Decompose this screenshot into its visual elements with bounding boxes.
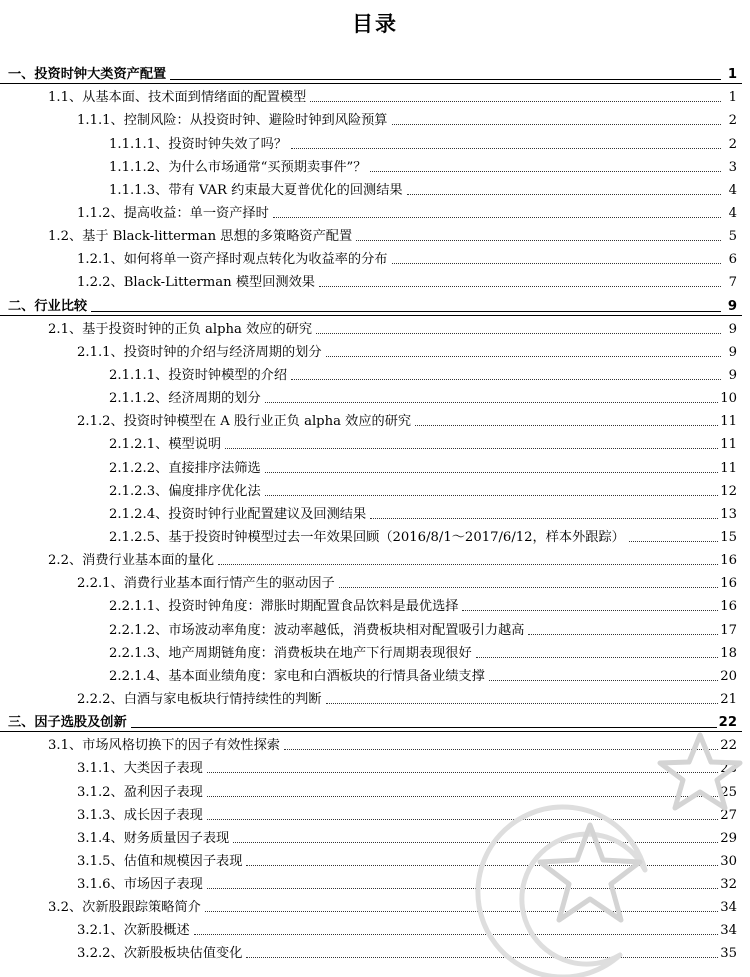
toc-leader-dots <box>273 217 721 218</box>
toc-entry-page: 15 <box>720 529 737 545</box>
toc-leader-dots <box>246 957 718 958</box>
toc-entry-label: 1.2.1、如何将单一资产择时观点转化为收益率的分布 <box>77 252 388 268</box>
toc-entry[interactable] <box>0 107 750 130</box>
toc-entry-page: 16 <box>720 553 737 569</box>
toc-entry[interactable] <box>0 570 750 593</box>
toc-entry-page: 6 <box>728 252 737 268</box>
toc-entry[interactable] <box>0 616 750 639</box>
toc-leader-dots <box>207 796 718 797</box>
toc-entry-page: 18 <box>720 645 737 661</box>
toc-entry[interactable] <box>0 686 750 709</box>
toc-leader-dots <box>326 703 719 704</box>
toc-entry[interactable] <box>0 732 750 755</box>
toc-entry-page: 16 <box>720 576 737 592</box>
toc-leader-dots <box>265 472 719 473</box>
toc-leader-dots <box>462 610 718 611</box>
toc-entry-page: 9 <box>727 298 737 314</box>
toc-entry[interactable] <box>0 269 750 292</box>
toc-entry[interactable] <box>0 223 750 246</box>
toc-entry-page: 11 <box>720 414 737 430</box>
toc-entry-page: 9 <box>728 321 737 337</box>
toc-entry[interactable] <box>0 663 750 686</box>
toc-entry-page: 11 <box>720 437 737 453</box>
toc-entry-label: 3.2、次新股跟踪策略简介 <box>48 900 201 916</box>
toc-leader-dots <box>356 240 721 241</box>
toc-entry-page: 3 <box>728 159 737 175</box>
toc-leader-dots <box>476 657 719 658</box>
toc-entry[interactable] <box>0 871 750 894</box>
toc-entry[interactable] <box>0 640 750 663</box>
toc-leader-dots <box>284 749 718 750</box>
toc-entry-label: 1.1.1、控制风险：从投资时钟、避险时钟到风险预算 <box>77 113 388 129</box>
toc-entry-label: 2.1.1、投资时钟的介绍与经济周期的划分 <box>77 344 322 360</box>
toc-leader-dots <box>233 842 718 843</box>
toc-entry-page: 35 <box>720 946 737 962</box>
toc-entry-page: 4 <box>728 205 737 221</box>
toc-entry-label: 三、因子选股及创新 <box>8 715 127 731</box>
toc-entry-label: 3.2.1、次新股概述 <box>77 923 190 939</box>
toc-entry[interactable] <box>0 917 750 940</box>
toc-leader-dots <box>489 680 718 681</box>
toc-entry-label: 1.1.1.3、带有 VAR 约束最大夏普优化的回测结果 <box>109 182 403 198</box>
toc-entry-label: 1.2、基于 Black-litterman 思想的多策略资产配置 <box>48 229 353 245</box>
toc-leader-dots <box>246 865 718 866</box>
toc-entry-label: 2.1.2.4、投资时钟行业配置建议及回测结果 <box>109 506 367 522</box>
toc-entry[interactable] <box>0 501 750 524</box>
toc-entry[interactable] <box>0 431 750 454</box>
toc-entry-page: 2 <box>728 136 737 152</box>
toc-entry-page: 34 <box>720 900 737 916</box>
toc-leader-dots <box>407 194 721 195</box>
toc-leader-dots <box>170 79 721 80</box>
page-title: 目录 <box>352 12 398 36</box>
toc-entry-page: 10 <box>720 391 737 407</box>
toc-leader-dots <box>91 311 721 312</box>
toc-entry-label: 2.1.2.5、基于投资时钟模型过去一年效果回顾（2016/8/1～2017/6/12，样本外跟踪） <box>109 529 625 545</box>
toc-entry-label: 1.2.2、Black-Litterman 模型回测效果 <box>77 275 315 291</box>
toc-entry-page: 21 <box>720 691 737 707</box>
toc-entry-page: 9 <box>728 344 737 360</box>
toc-entry-label: 2.2.2、白酒与家电板块行情持续性的判断 <box>77 691 322 707</box>
toc-entry-page: 7 <box>728 275 737 291</box>
toc-entry-page: 25 <box>720 784 737 800</box>
toc-entry-page: 1 <box>728 90 737 106</box>
toc-entry-label: 2.1.2.3、偏度排序优化法 <box>109 483 261 499</box>
toc-entry-label: 3.2.2、次新股板块估值变化 <box>77 946 243 962</box>
toc-leader-dots <box>207 888 718 889</box>
toc-entry[interactable] <box>0 200 750 223</box>
toc-entry[interactable] <box>0 547 750 570</box>
toc-entry[interactable] <box>0 339 750 362</box>
toc-entry-label: 2.2.1.1、投资时钟角度：滞胀时期配置食品饮料是最优选择 <box>109 599 459 615</box>
toc-entry-label: 3.1.3、成长因子表现 <box>77 807 203 823</box>
toc-leader-dots <box>265 402 719 403</box>
toc-entry[interactable] <box>0 848 750 871</box>
toc-entry-page: 5 <box>728 229 737 245</box>
toc-entry-label: 3.1、市场风格切换下的因子有效性探索 <box>48 738 280 754</box>
toc-leader-dots <box>316 333 721 334</box>
toc-leader-dots <box>218 564 718 565</box>
toc-entry-page: 1 <box>727 67 737 83</box>
toc-entry-page: 9 <box>728 367 737 383</box>
toc-entry[interactable] <box>0 292 750 315</box>
toc-entry[interactable] <box>0 61 750 84</box>
toc-entry-label: 3.1.2、盈利因子表现 <box>77 784 203 800</box>
toc-entry[interactable] <box>0 316 750 339</box>
toc-leader-dots <box>265 495 719 496</box>
toc-entry-label: 3.1.1、大类因子表现 <box>77 761 203 777</box>
toc-entry-label: 一、投资时钟大类资产配置 <box>8 67 167 83</box>
toc-entry-label: 3.1.6、市场因子表现 <box>77 877 203 893</box>
toc-entry[interactable] <box>0 825 750 848</box>
toc-entry-label: 2.2.1.3、地产周期链角度：消费板块在地产下行周期表现很好 <box>109 645 472 661</box>
toc-leader-dots <box>392 263 722 264</box>
toc-entry[interactable] <box>0 246 750 269</box>
toc-entry[interactable] <box>0 177 750 200</box>
toc-entry[interactable] <box>0 524 750 547</box>
toc-entry-page: 13 <box>720 506 737 522</box>
toc-entry[interactable] <box>0 709 750 732</box>
toc-entry-label: 2.1.2、投资时钟模型在 A 股行业正负 alpha 效应的研究 <box>77 414 412 430</box>
toc-entry-page: 23 <box>720 761 737 777</box>
toc-entry-page: 30 <box>720 853 737 869</box>
toc-entry[interactable] <box>0 130 750 153</box>
toc-entry[interactable] <box>0 802 750 825</box>
toc-entry-label: 1.1.1.2、为什么市场通常“买预期卖事件”？ <box>109 159 367 175</box>
toc-entry-label: 2.1.1.1、投资时钟模型的介绍 <box>109 367 288 383</box>
toc-leader-dots <box>310 101 721 102</box>
toc-entry-label: 2.1.1.2、经济周期的划分 <box>109 391 261 407</box>
toc-leader-dots <box>207 772 718 773</box>
toc-entry[interactable] <box>0 454 750 477</box>
toc-entry[interactable] <box>0 84 750 107</box>
toc-entry-label: 2.2.1、消费行业基本面行情产生的驱动因子 <box>77 576 335 592</box>
toc-entry-label: 二、行业比较 <box>8 298 88 314</box>
toc-leader-dots <box>415 425 718 426</box>
toc-entry-label: 3.1.4、财务质量因子表现 <box>77 830 230 846</box>
toc-leader-dots <box>291 379 721 380</box>
toc-entry[interactable] <box>0 154 750 177</box>
toc-leader-dots <box>392 124 722 125</box>
toc-leader-dots <box>370 518 718 519</box>
toc-entry-page: 4 <box>728 182 737 198</box>
toc-entry[interactable] <box>0 755 750 778</box>
toc-entry-label: 2.1、基于投资时钟的正负 alpha 效应的研究 <box>48 321 313 337</box>
toc-entry[interactable] <box>0 408 750 431</box>
toc-entry-label: 1.1.1.1、投资时钟失效了吗？ <box>109 136 288 152</box>
toc-entry[interactable] <box>0 894 750 917</box>
toc-leader-dots <box>370 171 721 172</box>
toc-entry-label: 2.2.1.2、市场波动率角度：波动率越低，消费板块相对配置吸引力越高 <box>109 622 525 638</box>
toc-leader-dots <box>326 356 721 357</box>
toc-entry-label: 2.1.2.1、模型说明 <box>109 437 222 453</box>
toc-entry-page: 22 <box>720 738 737 754</box>
toc-entry-page: 20 <box>720 668 737 684</box>
toc-entry[interactable] <box>0 593 750 616</box>
toc-leader-dots <box>629 541 718 542</box>
toc-leader-dots <box>131 727 717 728</box>
toc-entry[interactable] <box>0 478 750 501</box>
toc-entry-page: 17 <box>720 622 737 638</box>
toc-entry-page: 34 <box>720 923 737 939</box>
toc-entry-page: 2 <box>728 113 737 129</box>
toc-entry-page: 16 <box>720 599 737 615</box>
toc-leader-dots <box>207 819 718 820</box>
toc-entry-label: 1.1.2、提高收益：单一资产择时 <box>77 205 269 221</box>
toc-entry-label: 3.1.5、估值和规模因子表现 <box>77 853 243 869</box>
toc-entry-label: 2.2.1.4、基本面业绩角度：家电和白酒板块的行情具备业绩支撑 <box>109 668 485 684</box>
toc-leader-dots <box>194 934 719 935</box>
toc-entry[interactable] <box>0 362 750 385</box>
toc-leader-dots <box>319 286 721 287</box>
table-of-contents <box>0 61 750 963</box>
toc-entry-label: 2.2、消费行业基本面的量化 <box>48 553 215 569</box>
toc-entry-page: 32 <box>720 877 737 893</box>
toc-leader-dots <box>291 148 721 149</box>
toc-entry-page: 22 <box>718 715 737 731</box>
toc-entry-page: 12 <box>720 483 737 499</box>
toc-entry-page: 29 <box>720 830 737 846</box>
toc-entry[interactable] <box>0 940 750 963</box>
toc-leader-dots <box>339 587 718 588</box>
toc-leader-dots <box>528 634 718 635</box>
toc-entry-page: 11 <box>720 460 737 476</box>
toc-entry[interactable] <box>0 385 750 408</box>
toc-leader-dots <box>225 448 718 449</box>
toc-entry-label: 2.1.2.2、直接排序法筛选 <box>109 460 261 476</box>
toc-leader-dots <box>205 911 718 912</box>
toc-entry-page: 27 <box>720 807 737 823</box>
toc-entry-label: 1.1、从基本面、技术面到情绪面的配置模型 <box>48 90 307 106</box>
toc-entry[interactable] <box>0 778 750 801</box>
